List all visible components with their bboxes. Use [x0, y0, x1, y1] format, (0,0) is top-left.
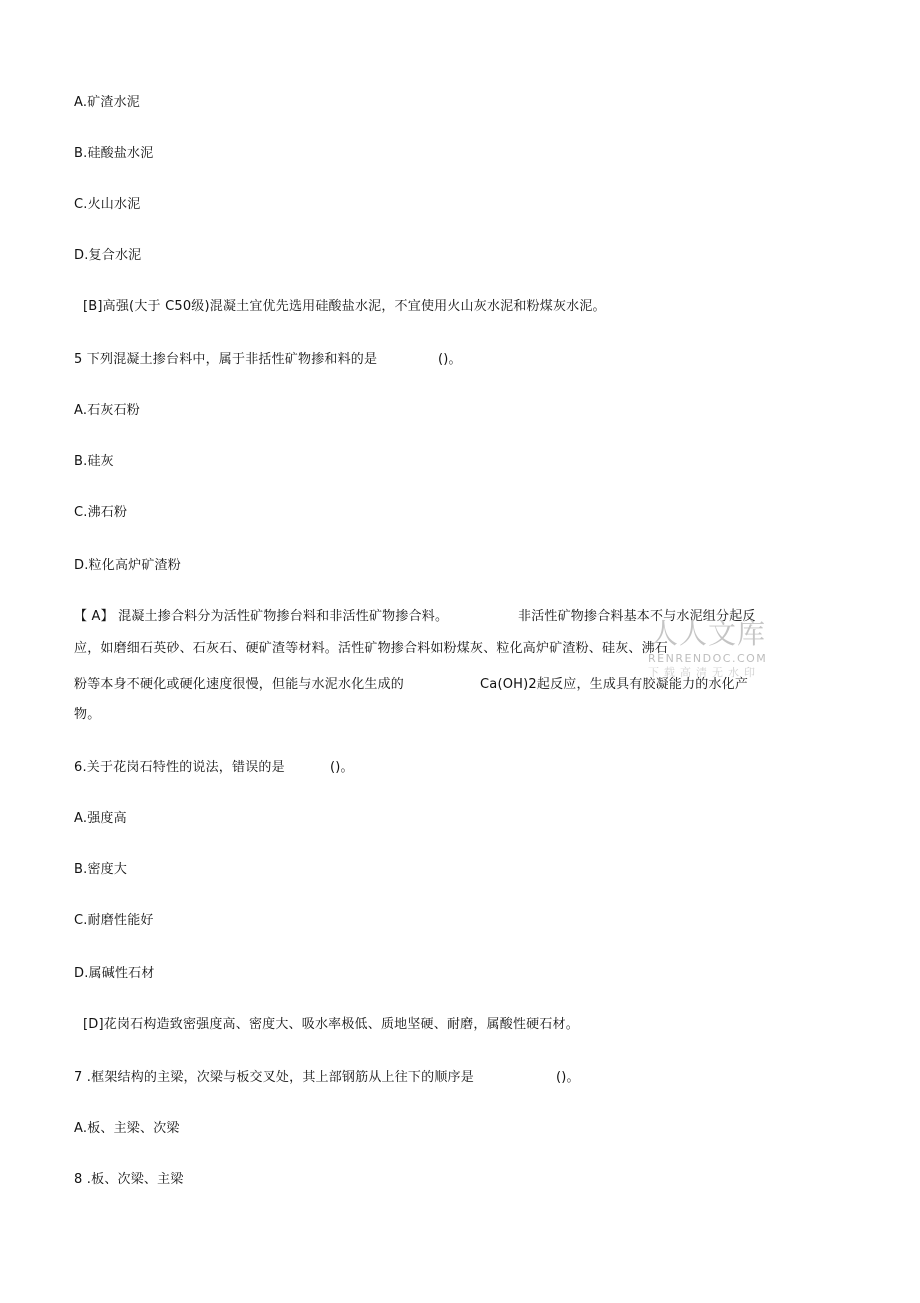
question-5: 5 下列混凝土掺台料中，属于非括性矿物掺和料的是: [74, 352, 378, 367]
question-6-blank: ()。: [330, 760, 354, 775]
option-c-q5: C.沸石粉: [74, 505, 128, 520]
option-b-q4: B.硅酸盐水泥: [74, 146, 154, 161]
option-c-q4: C.火山水泥: [74, 197, 141, 212]
watermark-tagline: 下载高清无水印: [648, 666, 760, 679]
question-5-blank: ()。: [438, 352, 462, 367]
watermark-logo: [640, 618, 790, 688]
question-6: 6.关于花岗石特性的说法，错误的是: [74, 760, 285, 775]
question-7: 7 .框架结构的主梁，次梁与板交叉处，其上部钢筋从上往下的顺序是: [74, 1070, 474, 1085]
option-a-q4: A.矿渣水泥: [74, 95, 140, 110]
option-d-q4: D.复合水泥: [74, 248, 142, 263]
watermark-title: 人人文库: [650, 617, 767, 650]
option-a-q7: A.板、主梁、次梁: [74, 1121, 180, 1136]
option-a-q5: A.石灰石粉: [74, 403, 140, 418]
answer-q5-line1a: 【 A】 混凝土掺合料分为活性矿物掺台料和非活性矿物掺合料。: [74, 609, 449, 624]
answer-q4: [B]高强(大于 C50级)混凝土宜优先选用硅酸盐水泥，不宜使用火山灰水泥和粉煤灰水泥。: [83, 299, 606, 314]
option-a-q6: A.强度高: [74, 811, 127, 826]
question-7-blank: ()。: [556, 1070, 580, 1085]
watermark-domain: RENRENDOC.COM: [648, 652, 768, 665]
answer-q5-line2: 应，如磨细石英砂、石灰石、硬矿渣等材料。活性矿物掺合料如粉煤灰、粒化高炉矿渣粉、硅灰、沸石: [74, 641, 669, 656]
answer-q5-line3b: Ca(OH)2起反应，生成具有胶凝能力的水化产: [480, 677, 749, 692]
answer-q5-line3a: 粉等本身不硬化或硬化速度很慢，但能与水泥水化生成的: [74, 677, 405, 692]
option-d-q5: D.粒化高炉矿渣粉: [74, 558, 181, 573]
option-c-q6: C.耐磨性能好: [74, 913, 154, 928]
option-d-q6: D.属碱性石材: [74, 966, 155, 981]
option-b-q7: 8 .板、次梁、主梁: [74, 1172, 184, 1187]
answer-q5-line1b: 非活性矿物掺合料基本不与水泥组分起反: [518, 609, 756, 624]
answer-q6: [D]花岗石构造致密强度高、密度大、吸水率极低、质地坚硬、耐磨，属酸性硬石材。: [83, 1017, 579, 1032]
option-b-q6: B.密度大: [74, 862, 128, 877]
answer-q5-line4: 物。: [74, 707, 101, 722]
option-b-q5: B.硅灰: [74, 454, 114, 469]
